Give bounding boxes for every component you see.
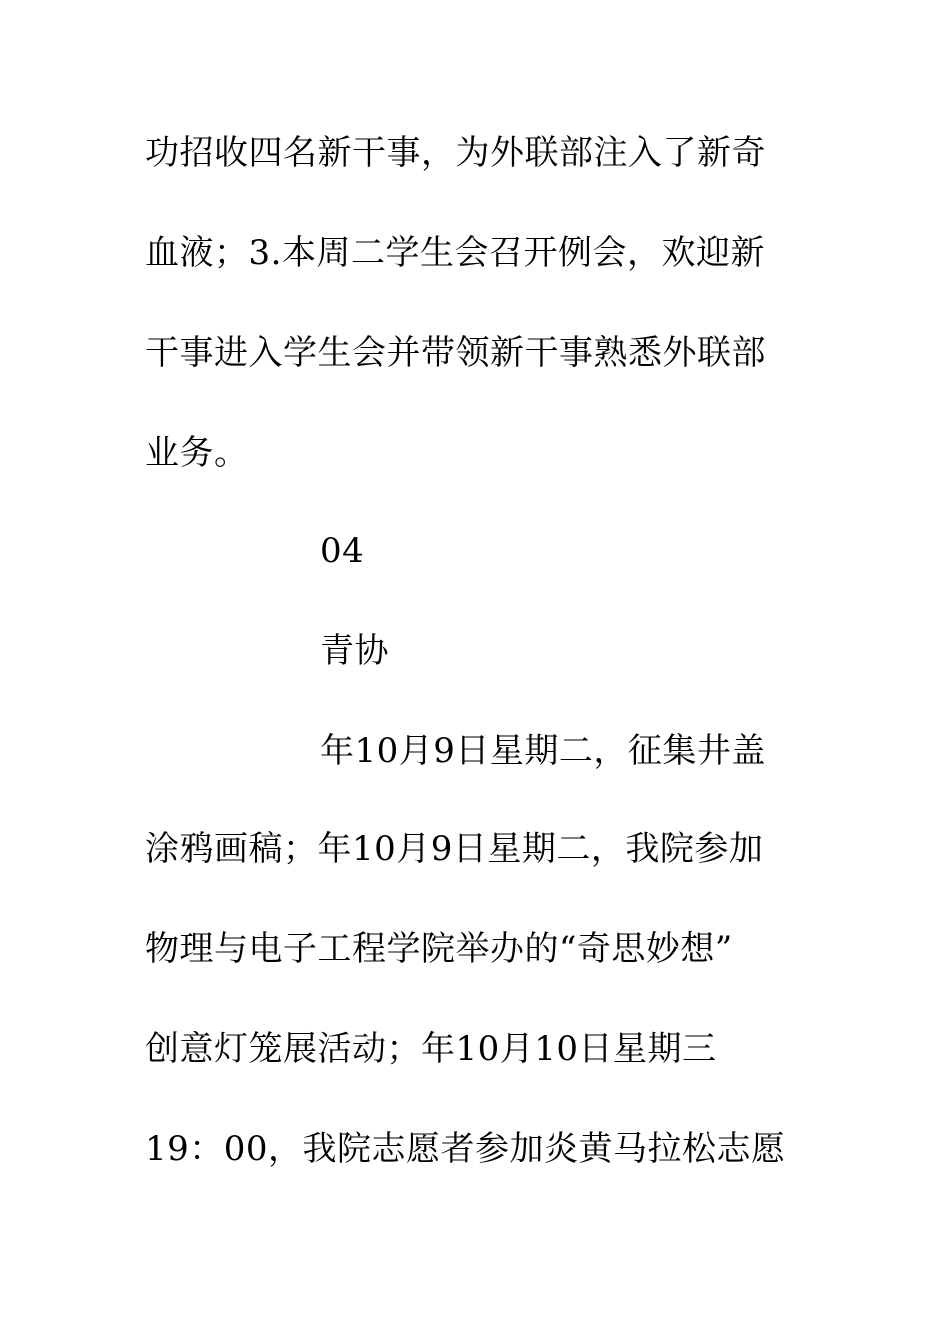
paragraph-first-line: 年10月9日星期二，征集井盖 — [320, 731, 766, 771]
body-text-line: 血液；3.本周二学生会召开例会，欢迎新 — [145, 233, 765, 273]
section-number: 04 — [320, 531, 365, 571]
body-text-line: 涂鸦画稿；年10月9日星期二，我院参加 — [145, 829, 764, 869]
section-heading: 青协 — [320, 631, 389, 671]
body-text-line: 创意灯笼展活动；年10月10日星期三 — [145, 1029, 717, 1069]
body-text-line: 物理与电子工程学院举办的“奇思妙想” — [145, 929, 733, 969]
body-text-line: 19：00，我院志愿者参加炎黄马拉松志愿 — [145, 1129, 786, 1169]
body-text-line: 干事进入学生会并带领新干事熟悉外联部 — [145, 333, 766, 373]
body-text-line: 业务。 — [145, 433, 249, 473]
body-text-line: 功招收四名新干事，为外联部注入了新奇 — [145, 133, 766, 173]
